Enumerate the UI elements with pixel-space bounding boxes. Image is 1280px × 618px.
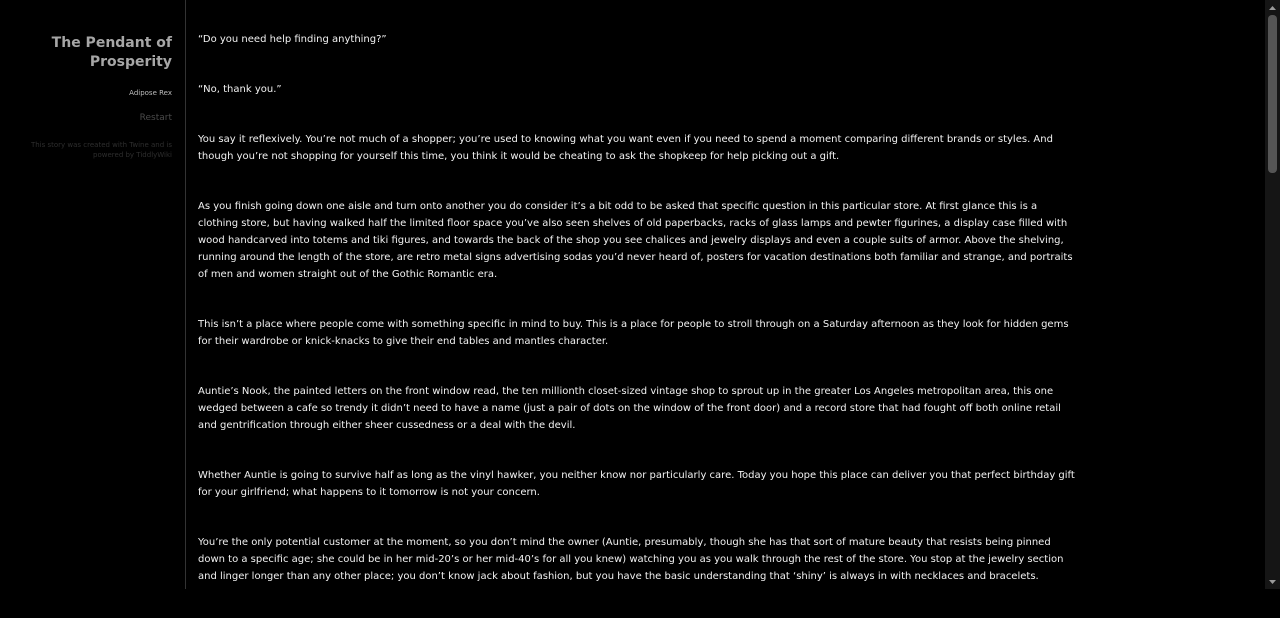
triangle-down-icon	[1269, 580, 1276, 584]
scroll-up-button[interactable]	[1265, 0, 1280, 15]
passage-paragraph: “No, thank you.”	[198, 84, 282, 95]
passage-paragraph: As you finish going down one aisle and turn onto another you do consider it’s a bit odd to be asked that specific question in this particular store. At first glance this is a clothing store, but having walked half the limited floor space you’ve also seen shelves of old paperbacks, racks of glass lamps and pewter figurines, a display case filled with wood handcarved into totems and tiki figures, and towards the back of the shop you see chalices and jewelry displays and even a couple suits of armor. Above the shelving, running around the length of the store, are retro metal signs advertising sodas you’d never heard of, posters for vacation destinations both familiar and strange, and portraits of men and women straight out of the Gothic Romantic era.	[198, 201, 1073, 280]
passage-paragraph: This isn’t a place where people come with something specific in mind to buy. This is a place for people to stroll through on a Saturday afternoon as they look for hidden gems for their wardrobe or knick-knacks to give their end tables and mantles character.	[198, 319, 1069, 347]
passage-paragraph: You’re the only potential customer at the moment, so you don’t mind the owner (Auntie, presumably, though she has that sort of mature beauty that resists being pinned down to a specific age; she could be in her mid-20’s or her mid-40’s for all you knew) watching you as you walk through the rest of the store. You stop at the jewelry section and linger longer than any other place; you don’t know jack about fashion, but you have the basic understanding that ‘shiny’ is always in with necklaces and bracelets.	[198, 537, 1064, 582]
story-author: Adipose Rex	[129, 89, 172, 97]
passage	[198, 31, 1078, 618]
passage-paragraph: “Do you need help finding anything?”	[198, 34, 387, 45]
passage-paragraph: Auntie’s Nook, the painted letters on the front window read, the ten millionth closet-sized vintage shop to sprout up in the greater Los Angeles metropolitan area, this one wedged between a cafe so trendy it didn’t need to have a name (just a pair of dots on the window of the front door) and a record store that had fought off both online retail and gentrification through either sheer cussedness or a deal with the devil.	[198, 386, 1061, 431]
passage-paragraph: You say it reflexively. You’re not much of a shopper; you’re used to knowing what you want even if you need to spend a moment comparing different brands or styles. And though you’re not shopping for yourself this time, you think it would be cheating to ask the shopkeep for help picking out a gift.	[198, 134, 1053, 162]
story-title: The Pendant of Prosperity	[51, 35, 172, 70]
passage-paragraph: Whether Auntie is going to survive half as long as the vinyl hawker, you neither know nor particularly care. Today you hope this place can deliver you that perfect birthday gift for your girlfriend; what happens to it tomorrow is not your concern.	[198, 470, 1075, 498]
vertical-scrollbar[interactable]	[1265, 0, 1280, 589]
triangle-up-icon	[1269, 6, 1276, 10]
scroll-thumb[interactable]	[1268, 15, 1277, 173]
powered-by-text: This story was created with Twine and is powered by TiddlyWiki	[30, 141, 172, 159]
restart-link[interactable]: Restart	[139, 113, 172, 123]
scroll-down-button[interactable]	[1265, 574, 1280, 589]
sidebar	[0, 0, 186, 589]
